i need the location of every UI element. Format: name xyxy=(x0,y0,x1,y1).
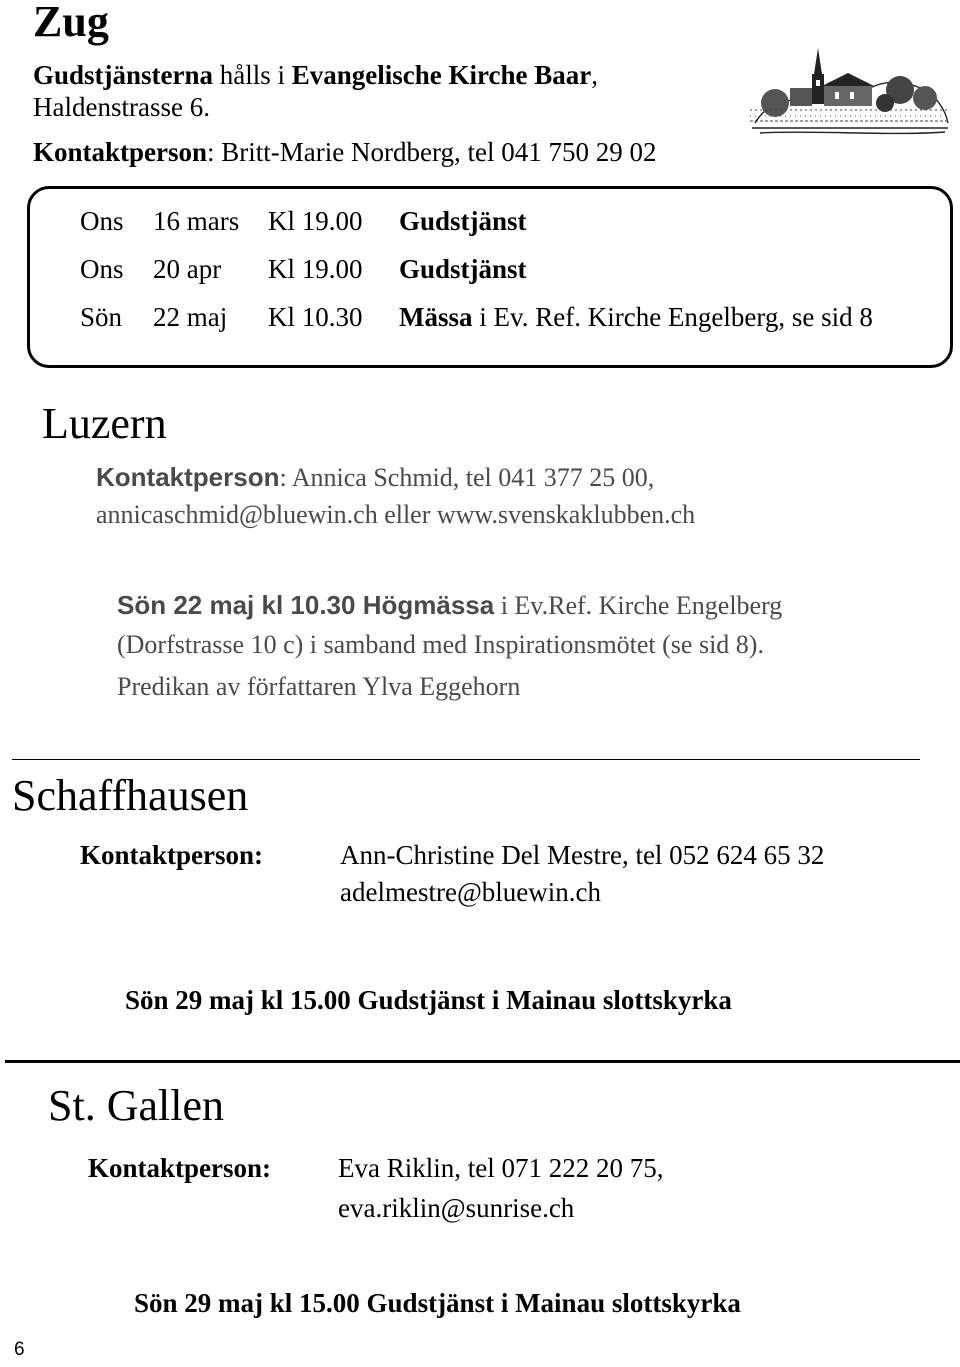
event-bold: Högmässa xyxy=(362,590,495,620)
contact-value: : Britt-Marie Nordberg, tel 041 750 29 02 xyxy=(207,137,657,167)
event-bold: Mässa xyxy=(399,302,473,332)
church-illustration xyxy=(750,28,950,143)
schedule-day: Sön xyxy=(80,302,123,332)
contact-value: Ann-Christine Del Mestre, tel 052 624 65 32 xyxy=(340,840,825,870)
contact-label: Kontaktperson: xyxy=(80,840,264,870)
schaffhausen-event: Sön 29 maj kl 15.00 Gudstjänst i Mainau slottskyrka xyxy=(125,985,732,1015)
contact-email: adelmestre@bluewin.ch xyxy=(340,877,602,907)
st-gallen-heading: St. Gallen xyxy=(48,1081,224,1130)
schedule-date: 20 apr xyxy=(153,254,222,284)
services-bold: Gudstjänsterna xyxy=(33,60,214,90)
schedule-date: 22 maj xyxy=(153,302,228,332)
divider xyxy=(12,759,920,760)
contact-value: : Annica Schmid, tel 041 377 25 00, xyxy=(279,463,655,492)
page-number: 6 xyxy=(14,1339,25,1360)
event-bold: Gudstjänst xyxy=(399,254,527,284)
contact-value: Eva Riklin, tel 071 222 20 75, xyxy=(338,1153,664,1183)
zug-address: Haldenstrasse 6. xyxy=(33,92,210,122)
schedule-event xyxy=(399,206,527,237)
schedule-time: Kl 19.00 xyxy=(268,206,363,236)
zug-services-text xyxy=(33,60,598,91)
comma: , xyxy=(591,60,599,90)
event-bold: Gudstjänst xyxy=(399,206,527,236)
schedule-day: Ons xyxy=(80,206,124,236)
schedule-row xyxy=(30,254,950,290)
divider xyxy=(5,1060,960,1063)
schedule-date: 16 mars xyxy=(153,206,240,236)
zug-heading: Zug xyxy=(33,0,109,46)
event-date: Sön 22 maj kl 10.30 xyxy=(117,590,363,620)
church-name: Evangelische Kirche Baar xyxy=(291,60,592,90)
luzern-event xyxy=(117,590,782,621)
contact-label: Kontaktperson xyxy=(96,462,280,492)
luzern-contact-emails: annicaschmid@bluewin.ch eller www.svenskaklubben.ch xyxy=(96,500,696,529)
event-rest: i Ev.Ref. Kirche Engelberg xyxy=(494,591,783,620)
zug-contact xyxy=(33,137,656,168)
schedule-row xyxy=(30,302,950,338)
luzern-contact xyxy=(96,462,654,493)
luzern-event-line3: Predikan av författaren Ylva Eggehorn xyxy=(117,672,521,701)
schedule-event xyxy=(399,254,527,285)
schaffhausen-heading: Schaffhausen xyxy=(12,771,249,820)
schedule-event xyxy=(399,302,873,333)
luzern-heading: Luzern xyxy=(42,399,167,448)
zug-schedule-box xyxy=(27,186,953,368)
schedule-day: Ons xyxy=(80,254,124,284)
schedule-time: Kl 10.30 xyxy=(268,302,363,332)
held-in-text: hålls i xyxy=(213,60,292,90)
schedule-time: Kl 19.00 xyxy=(268,254,363,284)
schedule-row xyxy=(30,206,950,242)
contact-label: Kontaktperson xyxy=(33,137,208,167)
st-gallen-event: Sön 29 maj kl 15.00 Gudstjänst i Mainau slottskyrka xyxy=(134,1288,741,1318)
luzern-event-line2: (Dorfstrasse 10 c) i samband med Inspirationsmötet (se sid 8). xyxy=(117,630,764,659)
contact-label: Kontaktperson: xyxy=(88,1153,272,1183)
event-rest: i Ev. Ref. Kirche Engelberg, se sid 8 xyxy=(472,302,873,332)
contact-email: eva.riklin@sunrise.ch xyxy=(338,1193,575,1223)
